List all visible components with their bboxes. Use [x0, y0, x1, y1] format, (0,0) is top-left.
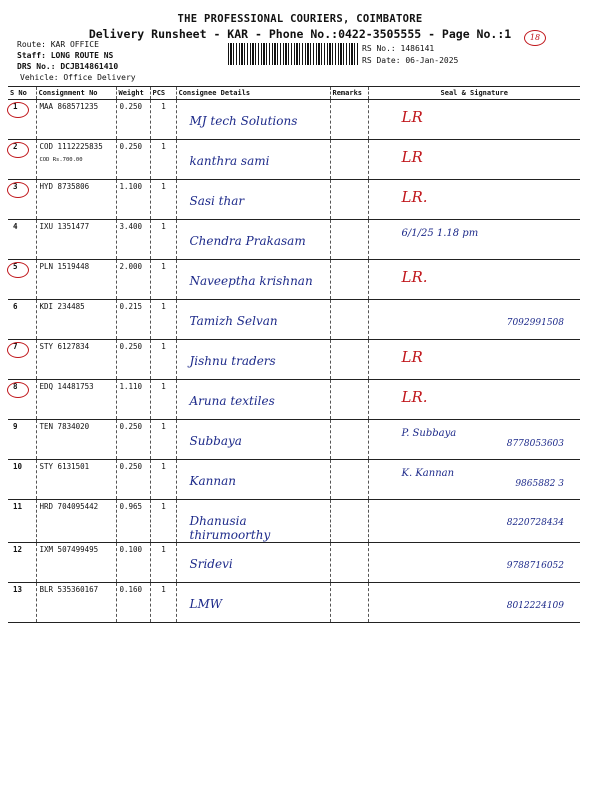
row-signature	[368, 380, 580, 420]
row-consignee	[176, 340, 330, 380]
row-signature	[368, 300, 580, 340]
consignment-number: KDI 234485	[39, 302, 85, 311]
row-weight: 2.000	[116, 260, 150, 300]
header-row	[8, 87, 580, 100]
consignment-number: PLN 1519448	[39, 262, 90, 271]
row-weight: 0.250	[116, 140, 150, 180]
row-consignment	[36, 340, 116, 380]
col-pcs: PCS	[150, 87, 176, 100]
table-row	[8, 543, 580, 583]
row-consignee	[176, 260, 330, 300]
page-mark: 18	[524, 30, 546, 46]
row-pcs: 1	[150, 583, 176, 623]
row-remarks	[330, 543, 368, 583]
row-remarks	[330, 500, 368, 543]
row-pcs: 1	[150, 300, 176, 340]
row-pcs: 1	[150, 100, 176, 140]
row-consignment	[36, 420, 116, 460]
row-consignment	[36, 460, 116, 500]
row-remarks	[330, 583, 368, 623]
sno-value: 3	[13, 182, 18, 191]
row-consignee	[176, 500, 330, 543]
row-sno	[8, 380, 36, 420]
row-consignment	[36, 500, 116, 543]
consignment-number: IXU 1351477	[39, 222, 90, 231]
consignee-name: MJ tech Solutions	[189, 114, 298, 128]
row-consignment	[36, 380, 116, 420]
row-weight: 3.400	[116, 220, 150, 260]
row-consignment	[36, 180, 116, 220]
row-pcs: 1	[150, 340, 176, 380]
row-signature	[368, 100, 580, 140]
circle-mark	[7, 142, 29, 158]
row-consignee	[176, 460, 330, 500]
row-pcs: 1	[150, 543, 176, 583]
consignee-name: Jishnu traders	[189, 354, 276, 368]
row-consignee	[176, 380, 330, 420]
sno-value: 5	[13, 262, 18, 271]
col-consignee: Consignee Details	[176, 87, 330, 100]
row-signature	[368, 260, 580, 300]
table-row	[8, 300, 580, 340]
row-sno	[8, 220, 36, 260]
sno-value: 7	[13, 342, 18, 351]
row-signature	[368, 460, 580, 500]
row-sno	[8, 260, 36, 300]
signature: P. Subbaya	[401, 428, 457, 439]
consignee-name: Aruna textiles	[189, 394, 275, 408]
circle-mark	[7, 102, 29, 118]
barcode	[228, 43, 358, 65]
signature: LR.	[401, 388, 428, 406]
signature: K. Kannan	[401, 468, 455, 479]
row-pcs: 1	[150, 140, 176, 180]
phone-number: 8012224109	[506, 601, 564, 611]
col-consignment: Consignment No	[36, 87, 116, 100]
table-row	[8, 583, 580, 623]
consignment-number: MAA 868571235	[39, 102, 99, 111]
row-weight: 1.100	[116, 180, 150, 220]
row-pcs: 1	[150, 220, 176, 260]
row-consignment	[36, 260, 116, 300]
table-row	[8, 500, 580, 543]
row-weight: 0.100	[116, 543, 150, 583]
row-remarks	[330, 420, 368, 460]
row-signature	[368, 543, 580, 583]
consignment-number: BLR 535360167	[39, 585, 99, 594]
row-remarks	[330, 260, 368, 300]
row-weight: 0.965	[116, 500, 150, 543]
row-sno	[8, 340, 36, 380]
row-remarks	[330, 100, 368, 140]
row-signature	[368, 340, 580, 380]
route: Route: KAR OFFICE	[17, 40, 99, 49]
row-remarks	[330, 380, 368, 420]
col-sno: S No	[8, 87, 36, 100]
consignee-name: Tamizh Selvan	[189, 314, 278, 328]
consignee-name: Subbaya	[189, 434, 242, 448]
row-sno	[8, 100, 36, 140]
sno-value: 8	[13, 382, 18, 391]
row-remarks	[330, 180, 368, 220]
row-consignee	[176, 220, 330, 260]
row-signature	[368, 500, 580, 543]
consignment-number: STY 6131501	[39, 462, 90, 471]
row-sno	[8, 420, 36, 460]
row-consignee	[176, 420, 330, 460]
signature: LR	[401, 148, 423, 166]
row-pcs: 1	[150, 420, 176, 460]
consignee-name: Sridevi	[189, 557, 233, 571]
table-row	[8, 460, 580, 500]
consignment-number: TEN 7834020	[39, 422, 90, 431]
consignment-number: STY 6127834	[39, 342, 90, 351]
row-sno	[8, 500, 36, 543]
row-consignment	[36, 543, 116, 583]
consignment-number: COD 1112225835	[39, 142, 103, 151]
sno-value: 9	[13, 422, 18, 431]
sno-value: 12	[13, 545, 23, 554]
col-signature: Seal & Signature	[368, 87, 580, 100]
row-sno	[8, 140, 36, 180]
phone-number: 7092991508	[506, 318, 564, 328]
row-consignment	[36, 583, 116, 623]
row-consignee	[176, 300, 330, 340]
row-weight: 0.250	[116, 420, 150, 460]
sno-value: 10	[13, 462, 23, 471]
signature: 6/1/25 1.18 pm	[401, 228, 479, 239]
table-row	[8, 220, 580, 260]
circle-mark	[7, 182, 29, 198]
phone-number: 9788716052	[506, 561, 564, 571]
runsheet-table	[8, 86, 580, 623]
circle-mark	[7, 382, 29, 398]
row-consignee	[176, 543, 330, 583]
row-weight: 0.215	[116, 300, 150, 340]
runsheet-subtitle: Delivery Runsheet - KAR - Phone No.:0422-3505555 - Page No.:1	[88, 27, 512, 41]
phone-number: 8220728434	[506, 518, 564, 528]
col-weight: Weight	[116, 87, 150, 100]
row-pcs: 1	[150, 260, 176, 300]
table-body	[8, 100, 580, 623]
consignee-name: Sasi thar	[189, 194, 245, 208]
row-consignment	[36, 140, 116, 180]
rs-date: RS Date: 06-Jan-2025	[362, 56, 459, 65]
consignment-number: HRD 704095442	[39, 502, 99, 511]
row-pcs: 1	[150, 500, 176, 543]
row-pcs: 1	[150, 460, 176, 500]
consignee-name: Chendra Prakasam	[189, 234, 306, 248]
table-row	[8, 260, 580, 300]
consignee-name: Kannan	[189, 474, 236, 488]
row-weight: 0.250	[116, 100, 150, 140]
company-title: THE PROFESSIONAL COURIERS, COIMBATORE	[177, 13, 423, 25]
col-remarks: Remarks	[330, 87, 368, 100]
row-consignment	[36, 300, 116, 340]
consignee-name: kanthra sami	[189, 154, 270, 168]
table-row	[8, 340, 580, 380]
row-remarks	[330, 220, 368, 260]
table-row	[8, 420, 580, 460]
row-consignee	[176, 583, 330, 623]
table-row	[8, 380, 580, 420]
consignment-number: IXM 507499495	[39, 545, 99, 554]
row-pcs: 1	[150, 180, 176, 220]
row-sno	[8, 543, 36, 583]
row-remarks	[330, 340, 368, 380]
row-sno	[8, 583, 36, 623]
row-weight: 0.250	[116, 340, 150, 380]
row-sno	[8, 180, 36, 220]
consignment-number: EDQ 14481753	[39, 382, 94, 391]
sno-value: 6	[13, 302, 18, 311]
row-sno	[8, 460, 36, 500]
phone-number: 9865882 3	[515, 479, 564, 489]
rs-number: RS No.: 1486141	[362, 44, 435, 53]
row-weight: 0.250	[116, 460, 150, 500]
row-sno	[8, 300, 36, 340]
row-consignment	[36, 220, 116, 260]
signature: LR	[401, 348, 423, 366]
row-weight: 0.160	[116, 583, 150, 623]
consignee-name: Dhanusia thirumoorthy	[189, 514, 271, 542]
consignee-name: Naveeptha krishnan	[189, 274, 313, 288]
row-signature	[368, 220, 580, 260]
cod-amount: COD Rs.700.00	[39, 157, 83, 163]
sno-value: 4	[13, 222, 18, 231]
sno-value: 2	[13, 142, 18, 151]
row-consignee	[176, 100, 330, 140]
consignment-number: HYD 8735806	[39, 182, 90, 191]
sno-value: 1	[13, 102, 18, 111]
table-row	[8, 180, 580, 220]
sno-value: 11	[13, 502, 23, 511]
staff: Staff: LONG ROUTE NS	[17, 51, 114, 60]
row-signature	[368, 140, 580, 180]
circle-mark	[7, 342, 29, 358]
sno-value: 13	[13, 585, 23, 594]
row-signature	[368, 420, 580, 460]
row-pcs: 1	[150, 380, 176, 420]
vehicle: Vehicle: Office Delivery	[20, 73, 136, 82]
signature: LR	[401, 108, 423, 126]
drs-number: DRS No.: DCJB14861410	[17, 62, 119, 71]
row-weight: 1.110	[116, 380, 150, 420]
table-row	[8, 140, 580, 180]
phone-number: 8778053603	[506, 439, 564, 449]
circle-mark	[7, 262, 29, 278]
row-signature	[368, 180, 580, 220]
row-remarks	[330, 140, 368, 180]
signature: LR.	[401, 188, 428, 206]
row-remarks	[330, 300, 368, 340]
signature: LR.	[401, 268, 428, 286]
consignee-name: LMW	[189, 597, 223, 611]
row-signature	[368, 583, 580, 623]
row-consignment	[36, 100, 116, 140]
row-consignee	[176, 180, 330, 220]
row-consignee	[176, 140, 330, 180]
row-remarks	[330, 460, 368, 500]
table-row	[8, 100, 580, 140]
